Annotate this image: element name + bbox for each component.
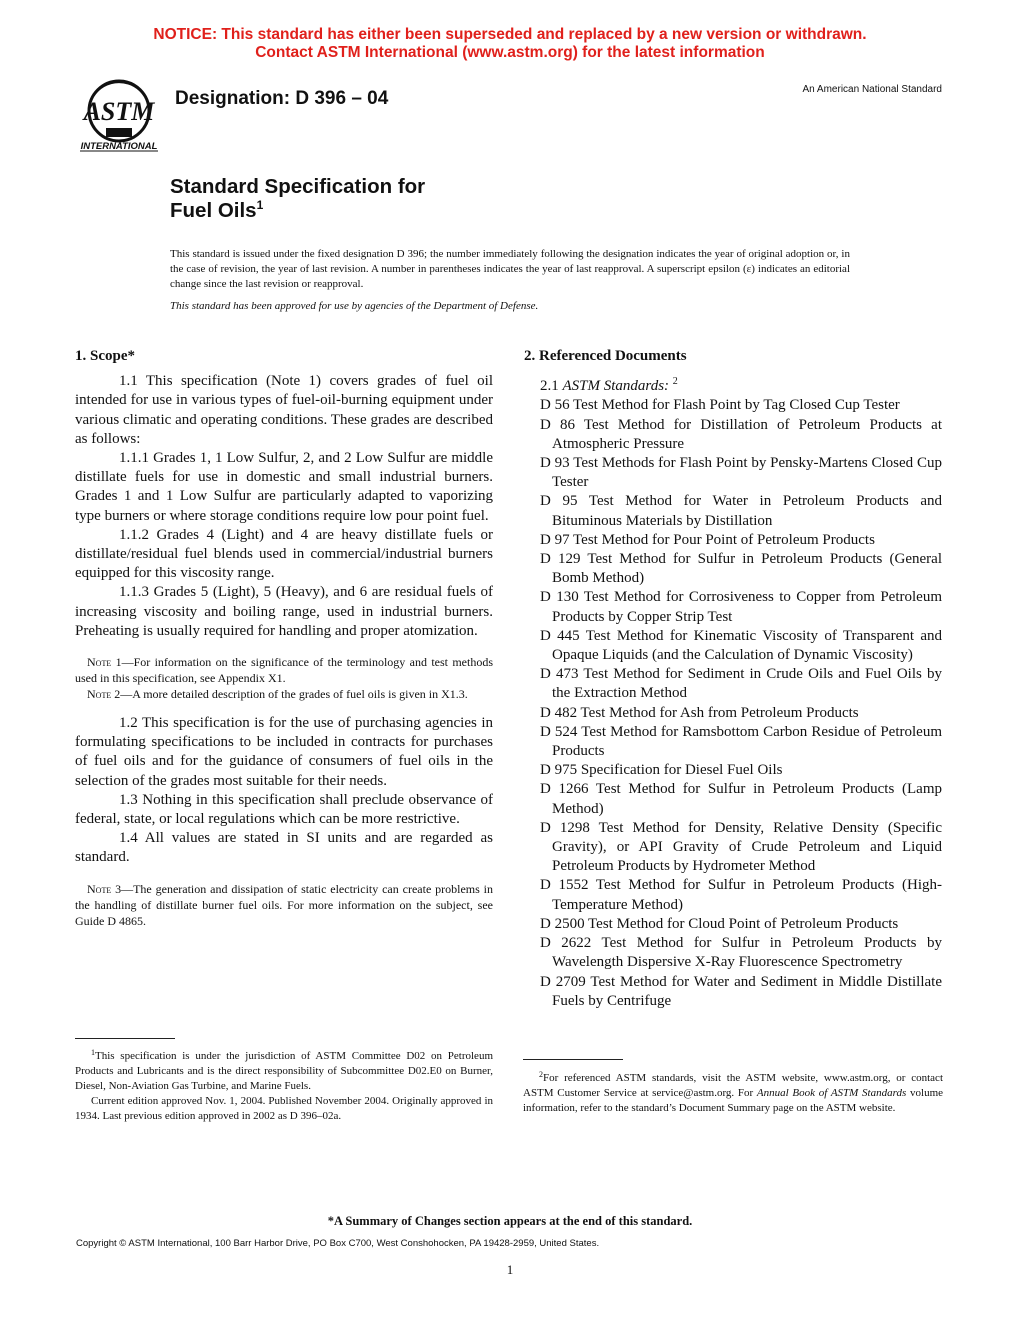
footnote-2-text-a: For referenced ASTM standards, visit the ASTM website, www.astm.org, or contact ASTM Customer Service at service@astm.org. For bbox=[523, 1072, 943, 1099]
note-2-label: Note 2 bbox=[87, 687, 121, 702]
reference-item: D 2500 Test Method for Cloud Point of Petroleum Products bbox=[540, 915, 899, 932]
para-1-2: 1.2 This specification is for the use of purchasing agencies in formulating specifications to be included in contracts for purchases of fuel oils and for the guidance of consumers of fuel oils in the selection of the grades most suitable for their needs. bbox=[75, 715, 493, 789]
reference-item: D 445 Test Method for Kinematic Viscosity of Transparent and Opaque Liquids (and the Calculation of Dynamic Viscosity) bbox=[540, 627, 942, 664]
footnote-rule-left bbox=[75, 1038, 175, 1039]
footnote-1 bbox=[75, 1049, 493, 1124]
para-1-1-3: 1.1.3 Grades 5 (Light), 5 (Heavy), and 6 are residual fuels of increasing viscosity and boiling range, used in industrial burners. Preheating is usually required for handling and proper atomization. bbox=[75, 584, 493, 639]
para-1-1-2: 1.1.2 Grades 4 (Light) and 4 are heavy distillate fuels or distillate/residual fuel blends used in commercial/industrial burners equipped for this viscosity range. bbox=[75, 526, 493, 582]
para-1-1-1: 1.1.1 Grades 1, 1 Low Sulfur, 2, and 2 Low Sulfur are middle distillate fuels for use in domestic and small industrial burners. Grades 1 and 1 Low Sulfur are particularly adapted to vaporizing type burners or where storage conditions require low pour point fuel. bbox=[75, 450, 493, 524]
withdrawal-notice bbox=[0, 26, 1020, 62]
reference-item: D 56 Test Method for Flash Point by Tag Closed Cup Tester bbox=[540, 397, 900, 414]
reference-item: D 93 Test Methods for Flash Point by Pensky-Martens Closed Cup Tester bbox=[540, 455, 942, 491]
note-2-text: —A more detailed description of the grades of fuel oils is given in X1.3. bbox=[120, 687, 468, 702]
subsection-title: ASTM Standards: bbox=[562, 378, 670, 395]
left-column bbox=[75, 347, 493, 941]
reference-item: D 2709 Test Method for Water and Sediment in Middle Distillate Fuels by Centrifuge bbox=[540, 973, 942, 1009]
title-footnote-mark: 1 bbox=[256, 198, 264, 212]
footnote-1-mark: 1 bbox=[91, 1048, 95, 1057]
footnote-2 bbox=[523, 1071, 943, 1116]
footnote-1-edition: Current edition approved Nov. 1, 2004. Published November 2004. Originally approved in 1934. Last previous edition approved in 2002 as D 396–02a. bbox=[75, 1095, 493, 1122]
reference-list bbox=[540, 396, 942, 1011]
notice-line-1: NOTICE: This standard has either been superseded and replaced by a new version or withdrawn. bbox=[153, 26, 867, 43]
reference-item: D 130 Test Method for Corrosiveness to Copper from Petroleum Products by Copper Strip Test bbox=[540, 589, 942, 625]
para-1-4: 1.4 All values are stated in SI units and are regarded as standard. bbox=[75, 830, 493, 866]
right-column bbox=[524, 347, 942, 1011]
notes-1-2 bbox=[75, 654, 493, 702]
scope-heading: 1. Scope* bbox=[75, 348, 135, 364]
document-title bbox=[170, 175, 425, 223]
subsection-number: 2.1 bbox=[540, 378, 559, 395]
footnote-2-text-b: volume information, refer to the standard’s Document Summary page on the ASTM website. bbox=[523, 1087, 944, 1114]
notes-3 bbox=[75, 881, 493, 929]
note-1-label: Note 1 bbox=[87, 655, 122, 670]
page-number: 1 bbox=[506, 1262, 514, 1277]
dod-approval: This standard has been approved for use by agencies of the Department of Defense. bbox=[170, 300, 539, 312]
note-3-text: —The generation and dissipation of static electricity can create problems in the handling of distillate burner fuel oils. For more information on the subject, see Guide D 4865. bbox=[75, 881, 494, 928]
notice-line-2: Contact ASTM International (www.astm.org) for the latest information bbox=[255, 44, 765, 61]
footnote-rule-right bbox=[523, 1059, 623, 1060]
title-line-2: Fuel Oils bbox=[170, 199, 257, 222]
title-line-1: Standard Specification for bbox=[170, 175, 426, 198]
copyright: Copyright © ASTM International, 100 Barr Harbor Drive, PO Box C700, West Conshohocken, PA 19428-2959, United States. bbox=[76, 1238, 600, 1249]
para-1-1: 1.1 This specification (Note 1) covers grades of fuel oil intended for use in various types of fuel-oil-burning equipment under various climatic and operating conditions. These grades are described as follows: bbox=[75, 373, 493, 447]
reference-item: D 2622 Test Method for Sulfur in Petroleum Products by Wavelength Dispersive X-Ray Fluorescence Spectrometry bbox=[540, 935, 942, 971]
reference-item: D 473 Test Method for Sediment in Crude Oils and Fuel Oils by the Extraction Method bbox=[540, 666, 942, 702]
reference-item: D 524 Test Method for Ramsbottom Carbon Residue of Petroleum Products bbox=[540, 723, 942, 760]
reference-item: D 129 Test Method for Sulfur in Petroleum Products (General Bomb Method) bbox=[540, 551, 942, 587]
reference-item: D 1298 Test Method for Density, Relative Density (Specific Gravity), or API Gravity of Crude Petroleum and Liquid Petroleum Products by Hydrometer Method bbox=[540, 819, 942, 875]
logo-international: INTERNATIONAL bbox=[80, 141, 158, 152]
reference-item: D 975 Specification for Diesel Fuel Oils bbox=[540, 762, 783, 779]
reference-item: D 1552 Test Method for Sulfur in Petroleum Products (High-Temperature Method) bbox=[540, 877, 942, 913]
note-3 bbox=[75, 881, 493, 929]
american-national-standard: An American National Standard bbox=[802, 84, 942, 95]
summary-of-changes-note: *A Summary of Changes section appears at the end of this standard. bbox=[327, 1214, 693, 1228]
logo-letters: ASTM bbox=[83, 97, 155, 126]
reference-item: D 97 Test Method for Pour Point of Petroleum Products bbox=[540, 531, 875, 548]
footnote-1-text: This specification is under the jurisdiction of ASTM Committee D02 on Petroleum Products and Lubricants and is the direct responsibility of Subcommittee D02.E0 on Burner, Diesel, Non-Aviation Gas Turbine, and Marine Fuels. bbox=[75, 1050, 493, 1092]
astm-standards-subheading bbox=[540, 372, 942, 396]
astm-logo bbox=[76, 78, 162, 152]
footnote-2-mark: 2 bbox=[539, 1070, 543, 1079]
para-1-3: 1.3 Nothing in this specification shall preclude observance of federal, state, or local regulations which can be more restrictive. bbox=[75, 791, 493, 828]
references-heading: 2. Referenced Documents bbox=[524, 348, 687, 364]
reference-item: D 95 Test Method for Water in Petroleum Products and Bituminous Materials by Distillation bbox=[540, 493, 942, 529]
issuance-statement: This standard is issued under the fixed designation D 396; the number immediately following the designation indicates the year of original adoption or, in the case of revision, the year of last revision. A number in parentheses indicates the year of last reapproval. A superscript epsilon (ε) indicates an editorial change since the last revision or reapproval. bbox=[170, 248, 850, 290]
subsection-footnote-mark: 2 bbox=[672, 376, 678, 388]
note-3-label: Note 3 bbox=[87, 881, 122, 896]
note-2 bbox=[75, 686, 493, 702]
reference-item: D 1266 Test Method for Sulfur in Petroleum Products (Lamp Method) bbox=[540, 781, 942, 817]
note-1-text: —For information on the significance of the terminology and test methods used in this specification, see Appendix X1. bbox=[75, 655, 493, 686]
reference-item: D 86 Test Method for Distillation of Petroleum Products at Atmospheric Pressure bbox=[540, 416, 942, 452]
designation: Designation: D 396 – 04 bbox=[175, 88, 389, 109]
note-1 bbox=[75, 654, 493, 686]
footnote-2-text-italic: Annual Book of ASTM Standards bbox=[756, 1087, 907, 1099]
reference-item: D 482 Test Method for Ash from Petroleum Products bbox=[540, 704, 859, 721]
